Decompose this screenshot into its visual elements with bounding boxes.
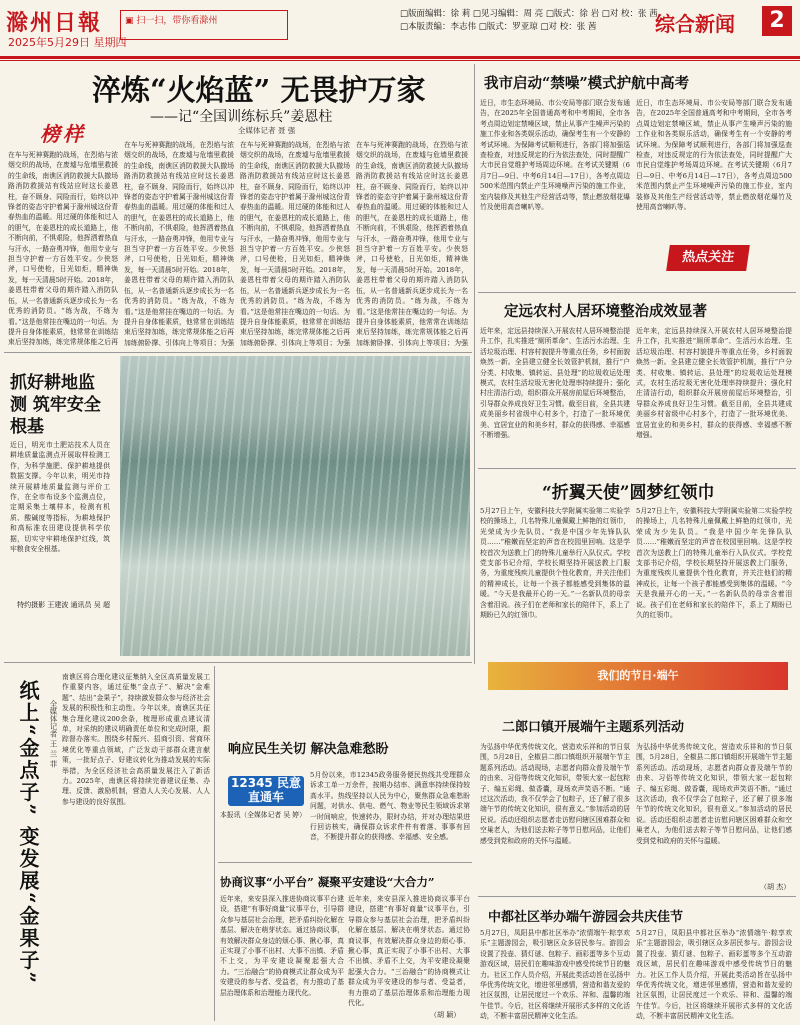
- dragon-boat-body-col2: 为弘扬中华优秀传统文化，营造欢乐祥和的节日氛围，5月28日，全椒县二郎口镇组织开展端午节主题系列活动。活动现场，志愿者向群众普及端午节的由来、习俗等传统文化知识，带领大家一起包粽子、编五彩绳、做香囊，现场欢声笑语不断。“通过这次活动，我不仅学会了包粽子，还了解了很多端午节的传统文化知识，很有意义。”参加活动的居民说。活动还组织志愿者走访慰问辖区困难群众和空巢老人，为他们送去粽子等节日慰问品，让他们感受到党和政府的关怀与温暖。: [636, 743, 792, 845]
- hotline-body: 5月份以来，市12345政务服务便民热线共受理群众诉求工单一万余件，按期办结率、满意率持续保持较高水平。热线坚持以人民为中心，聚焦群众急难愁盼问题，对供水、供电、燃气、物业等民生领域诉求第一时间响应，快速转办，限时办结，并对办理结果进行回访核实，确保群众诉求件件有着落、事事有回音，不断提升群众的获得感、幸福感、安全感。: [310, 771, 470, 842]
- section-divider: [478, 468, 796, 469]
- negotiation-end: （胡 颖）: [430, 1011, 461, 1019]
- lead-title: 淬炼“火焰蓝” 无畏护万家: [92, 73, 426, 107]
- section-title: 综合新闻: [655, 12, 735, 36]
- dream-body-col1: 5月27日上午，安徽科技大学附属实验第二实验学校的操场上，几名特殊儿童佩戴上鲜艳的红领巾，光荣成为少先队员。“我是中国少年先锋队队员……”稚嫩而坚定的声音在校园里回响。这是学校首次为送教上门的特殊儿童举行入队仪式。学校党支部书记介绍，学校长期坚持开展送教上门服务，为重度残疾儿童提供个性化教育，并关注他们的精神成长，让每一个孩子都能感受到集体的温暖。“今天是我最开心的一天。”一名新队员的母亲含着泪说。孩子们在老师和家长的陪伴下，系上了期盼已久的红领巾。: [480, 507, 630, 620]
- dragon-boat-banner: 我们的节日·端午: [488, 662, 788, 690]
- lead-body-col2: 在车与死神赛跑的战场，在烈焰与浓烟交织的战场，在废墟与危墙里救援的生命线，南谯区消防救援大队撤场路消防救援站有线站应时这长姜恩柱，奋不顾身、同险而行，始终以冲锋者的姿态守护着属于滁州城这份青春热血的温暖。用过硬的体能和过人的胆气，在姜恩柱的成长道路上，他不断向前，不惧艰险，他挥洒着热血与汗水，一路奋勇冲锋，他用专业与担当守护着一方百姓平安。少侠怒斧，口号使枪，日光如炬，精神焕发，每一天清晨5时开始。2018年，姜恩柱带着父母的期许踏入消防队伍，从一名普通新兵逐步成长为一名优秀的消防员。“练为战，不练为看。”这是他常挂在嘴边的一句话。为提升自身体能素质，他常常在训练结束后坚持加练，练完常规体能之后再加练俯卧撑、引体向上等项目；为强: [124, 141, 234, 346]
- dingyuan-body-col1: 近年来，定远县持续深入开展农村人居环境整治提升工作，扎实推进“厕所革命”、生活污水治理、生活垃圾治理、村容村貌提升等重点任务，乡村面貌焕然一新。全县建立健全长效管护机制，推行“户分类、村收集、镇转运、县处理”的垃圾收运处理模式，农村生活垃圾无害化处理率持续提升；强化村庄清洁行动，组织群众开展房前屋后环境整治，引导群众养成良好卫生习惯。截至目前，全县共建成美丽乡村省级中心村多个，打造了一批环境优美、宜居宜业的和美乡村，群众的获得感、幸福感不断增强。: [480, 327, 630, 440]
- qr-icon: ▣: [125, 16, 134, 26]
- hotline-title: 响应民生关切 解决急难愁盼: [228, 742, 389, 757]
- 12345-hotline-logo: 12345 民意直通车: [228, 776, 304, 806]
- section-divider: [478, 896, 796, 897]
- community-title: 中都社区举办端午游园会共庆佳节: [488, 910, 684, 925]
- community-body-col1: 5月27日，凤阳县中都社区举办“浓情端午·粽享欢乐”主题游园会，吸引辖区众多居民参与。游园会设置了投壶、猜灯谜、包粽子、画彩蛋等多个互动游戏区域，居民们在趣味游戏中感受传统节日的魅力。社区工作人员介绍，开展此类活动旨在弘扬中华优秀传统文化，增进邻里感情，营造和谐友爱的社区氛围，让居民度过一个欢乐、祥和、温馨的端午佳节。今后，社区将继续开展形式多样的文化活动，不断丰富居民精神文化生活。: [480, 929, 630, 1020]
- exam-body-col2: 近日，市生态环境局、市公安局等部门联合发布通告，在2025年全国普通高考和中考期间，全市各考点周边划定禁噪区域，禁止从事产生噪声污染的施工作业和各类娱乐活动，确保考生有一个安静的考试环境。为保障考试顺利进行，各部门将加强巡查检查，对违反规定的行为依法查处，同时提醒广大市民自觉维护考场周边环境。在考试关键期（6月7日—9日、中考6月14日—17日），各考点周边500米范围内禁止产生环境噪声污染的施工作业，室内装修及其他生产经营活动等，禁止燃放烟花爆竹及使用高音喇叭等。: [636, 99, 792, 212]
- hot-focus-tag: 热点关注: [666, 245, 750, 271]
- dragon-boat-body-col1: 为弘扬中华优秀传统文化，营造欢乐祥和的节日氛围，5月28日，全椒县二郎口镇组织开展端午节主题系列活动。活动现场，志愿者向群众普及端午节的由来、习俗等传统文化知识，带领大家一起包粽子、编五彩绳、做香囊，现场欢声笑语不断。“通过这次活动，我不仅学会了包粽子，还了解了很多端午节的传统文化知识，很有意义。”参加活动的居民说。活动还组织志愿者走访慰问辖区困难群众和空巢老人，为他们送去粽子等节日慰问品，让他们感受到党和政府的关怀与温暖。: [480, 743, 630, 845]
- dream-title: “折翼天使”圆梦红领巾: [542, 483, 715, 503]
- lead-byline: 全媒体记者 聂 强: [238, 126, 296, 135]
- editors-line-2: □本版责编：李志伟 □版式：罗亚琼 □对 校：张 茜: [400, 22, 597, 32]
- newspaper-logo: 滁州日報: [6, 10, 103, 36]
- qr-text: 扫一扫，带你看滁州: [136, 16, 218, 26]
- section-divider: [478, 292, 796, 293]
- negotiation-body-col2: 近年来，来安县深入推进协商议事平台建设，搭建“有事好商量”议事平台，引导群众参与基层社会治理，把矛盾纠纷化解在基层、解决在萌芽状态。通过协商议事，有效解决群众身边的烦心事、揪心事，真正实现了小事不出村、大事不出镇、矛盾不上交，为平安建设凝聚起强大合力。“三治融合”的协商模式让群众成为平安建设的参与者、受益者，有力推动了基层治理体系和治理能力现代化。: [348, 895, 470, 1008]
- farmland-credit: 特约摄影 王建波 通讯员 吴 超: [17, 601, 110, 609]
- lead-subtitle: ——记“全国训练标兵”姜恩柱: [150, 109, 333, 125]
- gold-fruit-byline: 全媒体记者 王 兰 菲: [49, 700, 58, 768]
- section-divider: [4, 352, 472, 353]
- role-model-stamp: 榜样: [40, 122, 86, 146]
- exam-title: 我市启动“禁噪”模式护航中高考: [484, 75, 690, 92]
- column-divider: [474, 64, 475, 664]
- header-rule-thin: [0, 60, 800, 61]
- community-body-col2: 5月27日，凤阳县中都社区举办“浓情端午·粽享欢乐”主题游园会，吸引辖区众多居民参与。游园会设置了投壶、猜灯谜、包粽子、画彩蛋等多个互动游戏区域，居民们在趣味游戏中感受传统节日的魅力。社区工作人员介绍，开展此类活动旨在弘扬中华优秀传统文化，增进邻里感情，营造和谐友爱的社区氛围，让居民度过一个欢乐、祥和、温馨的端午佳节。今后，社区将继续开展形式多样的文化活动，不断丰富居民精神文化生活。: [636, 929, 792, 1020]
- issue-date: 2025年5月29日 星期四: [8, 36, 127, 49]
- section-divider: [218, 862, 472, 863]
- section-divider: [4, 662, 472, 663]
- hotline-byline: 本报讯（全媒体记者 吴 婷）: [220, 811, 306, 819]
- column-divider: [214, 666, 215, 1021]
- dingyuan-body-col2: 近年来，定远县持续深入开展农村人居环境整治提升工作，扎实推进“厕所革命”、生活污水治理、生活垃圾治理、村容村貌提升等重点任务，乡村面貌焕然一新。全县建立健全长效管护机制，推行“户分类、村收集、镇转运、县处理”的垃圾收运处理模式，农村生活垃圾无害化处理率持续提升；强化村庄清洁行动，组织群众开展房前屋后环境整治，引导群众养成良好卫生习惯。截至目前，全县共建成美丽乡村省级中心村多个，打造了一批环境优美、宜居宜业的和美乡村，群众的获得感、幸福感不断增强。: [636, 327, 792, 440]
- farmland-title: 抓好耕地监测 筑牢安全根基: [10, 373, 101, 437]
- dragon-boat-title: 二郎口镇开展端午主题系列活动: [502, 720, 685, 735]
- farmland-body: 近日，明光市土肥站技术人员在耕地质量监测点开展取样检测工作，为科学施肥、保护耕地提供数据支撑。今年以来，明光市持续开展耕地质量监测与评价工作，在全市布设多个监测点位，定期采集土壤样本，检测有机质、酸碱度等指标，为耕地保护和高标准农田建设提供科学依据，切实守牢耕地保护红线，筑牢粮食安全根基。: [10, 441, 110, 554]
- qr-banner: [120, 10, 288, 40]
- editors-line-1: □版面编辑：徐 莉 □见习编辑：周 亮 □版式：徐 岩 □对 校：张 茜: [400, 9, 658, 19]
- negotiation-body-col1: 近年来，来安县深入推进协商议事平台建设，搭建“有事好商量”议事平台，引导群众参与基层社会治理，把矛盾纠纷化解在基层、解决在萌芽状态。通过协商议事，有效解决群众身边的烦心事、揪心事，真正实现了小事不出村、大事不出镇、矛盾不上交，为平安建设凝聚起强大合力。“三治融合”的协商模式让群众成为平安建设的参与者、受益者，有力推动了基层治理体系和治理能力现代化。: [220, 895, 344, 997]
- page-number: 2: [762, 6, 792, 36]
- lead-body-col4: 在车与死神赛跑的战场，在烈焰与浓烟交织的战场，在废墟与危墙里救援的生命线，南谯区消防救援大队撤场路消防救援站有线站应时这长姜恩柱，奋不顾身、同险而行，始终以冲锋者的姿态守护着属于滁州城这份青春热血的温暖。用过硬的体能和过人的胆气，在姜恩柱的成长道路上，他不断向前，不惧艰险，他挥洒着热血与汗水，一路奋勇冲锋，他用专业与担当守护着一方百姓平安。少侠怒斧，口号使枪，日光如炬，精神焕发，每一天清晨5时开始。2018年，姜恩柱带着父母的期许踏入消防队伍，从一名普通新兵逐步成长为一名优秀的消防员。“练为战，不练为看。”这是他常挂在嘴边的一句话。为提升自身体能素质，他常常在训练结束后坚持加练，练完常规体能之后再加练俯卧撑、引体向上等项目；为强: [356, 141, 468, 346]
- lead-body-col1: 在车与死神赛跑的战场，在烈焰与浓烟交织的战场，在废墟与危墙里救援的生命线，南谯区消防救援大队撤场路消防救援站有线站应时这长姜恩柱，奋不顾身、同险而行，始终以冲锋者的姿态守护着属于滁州城这份青春热血的温暖。用过硬的体能和过人的胆气，在姜恩柱的成长道路上，他不断向前，不惧艰险，他挥洒着热血与汗水，一路奋勇冲锋，他用专业与担当守护着一方百姓平安。少侠怒斧，口号使枪，日光如炬，精神焕发，每一天清晨5时开始。2018年，姜恩柱带着父母的期许踏入消防队伍，从一名普通新兵逐步成长为一名优秀的消防员。“练为战，不练为看。”这是他常挂在嘴边的一句话。为提升自身体能素质，他常常在训练结束后坚持加练，练完常规体能之后再: [8, 151, 118, 346]
- dream-body-col2: 5月27日上午，安徽科技大学附属实验第二实验学校的操场上，几名特殊儿童佩戴上鲜艳的红领巾，光荣成为少先队员。“我是中国少年先锋队队员……”稚嫩而坚定的声音在校园里回响。这是学校首次为送教上门的特殊儿童举行入队仪式。学校党支部书记介绍，学校长期坚持开展送教上门服务，为重度残疾儿童提供个性化教育，并关注他们的精神成长，让每一个孩子都能感受到集体的温暖。“今天是我最开心的一天。”一名新队员的母亲含着泪说。孩子们在老师和家长的陪伴下，系上了期盼已久的红领巾。: [636, 507, 792, 620]
- gold-fruit-title: 纸上“金点子” 变发展“金果子”: [16, 680, 40, 985]
- header-rule: [0, 56, 800, 59]
- gold-fruit-body: 南谯区将合理化建议征集纳入全区高质量发展工作重要内容，通过征集“金点子”、解决“金难题”、结出“金果子”，持续激发群众参与经济社会发展的积极性和主动性。今年以来，南谯区共征集合理化建议200余条，梳理形成重点建议清单，对采纳的建议明确责任单位和完成时限，跟踪督办落实。围绕乡村振兴、招商引资、营商环境优化等重点领域，广泛发动干部群众建言献策，一批好点子、好建议转化为推动发展的实际举措，为全区经济社会高质量发展注入了新活力。2025年，南谯区将持续完善建议征集、办理、反馈、激励机制，营造人人关心发展、人人参与建设的良好氛围。: [62, 673, 210, 806]
- lead-body-col3: 在车与死神赛跑的战场，在烈焰与浓烟交织的战场，在废墟与危墙里救援的生命线，南谯区消防救援大队撤场路消防救援站有线站应时这长姜恩柱，奋不顾身、同险而行，始终以冲锋者的姿态守护着属于滁州城这份青春热血的温暖。用过硬的体能和过人的胆气，在姜恩柱的成长道路上，他不断向前，不惧艰险，他挥洒着热血与汗水，一路奋勇冲锋，他用专业与担当守护着一方百姓平安。少侠怒斧，口号使枪，日光如炬，精神焕发，每一天清晨5时开始。2018年，姜恩柱带着父母的期许踏入消防队伍，从一名普通新兵逐步成长为一名优秀的消防员。“练为战，不练为看。”这是他常挂在嘴边的一句话。为提升自身体能素质，他常常在训练结束后坚持加练，练完常规体能之后再加练俯卧撑、引体向上等项目；为强: [240, 141, 350, 346]
- dragon-boat-end: （胡 杰）: [760, 883, 791, 891]
- exam-body-col1: 近日，市生态环境局、市公安局等部门联合发布通告，在2025年全国普通高考和中考期间，全市各考点周边划定禁噪区域，禁止从事产生噪声污染的施工作业和各类娱乐活动，确保考生有一个安静的考试环境。为保障考试顺利进行，各部门将加强巡查检查，对违反规定的行为依法查处，同时提醒广大市民自觉维护考场周边环境。在考试关键期（6月7日—9日、中考6月14日—17日），各考点周边500米范围内禁止产生环境噪声污染的施工作业，室内装修及其他生产经营活动等，禁止燃放烟花爆竹及使用高音喇叭等。: [480, 99, 630, 212]
- editors-info: [400, 8, 658, 34]
- rice-field-photo: [120, 356, 470, 656]
- negotiation-title: 协商议事“小平台” 凝聚平安建设“大合力”: [220, 875, 435, 889]
- dingyuan-title: 定远农村人居环境整治成效显著: [504, 303, 707, 320]
